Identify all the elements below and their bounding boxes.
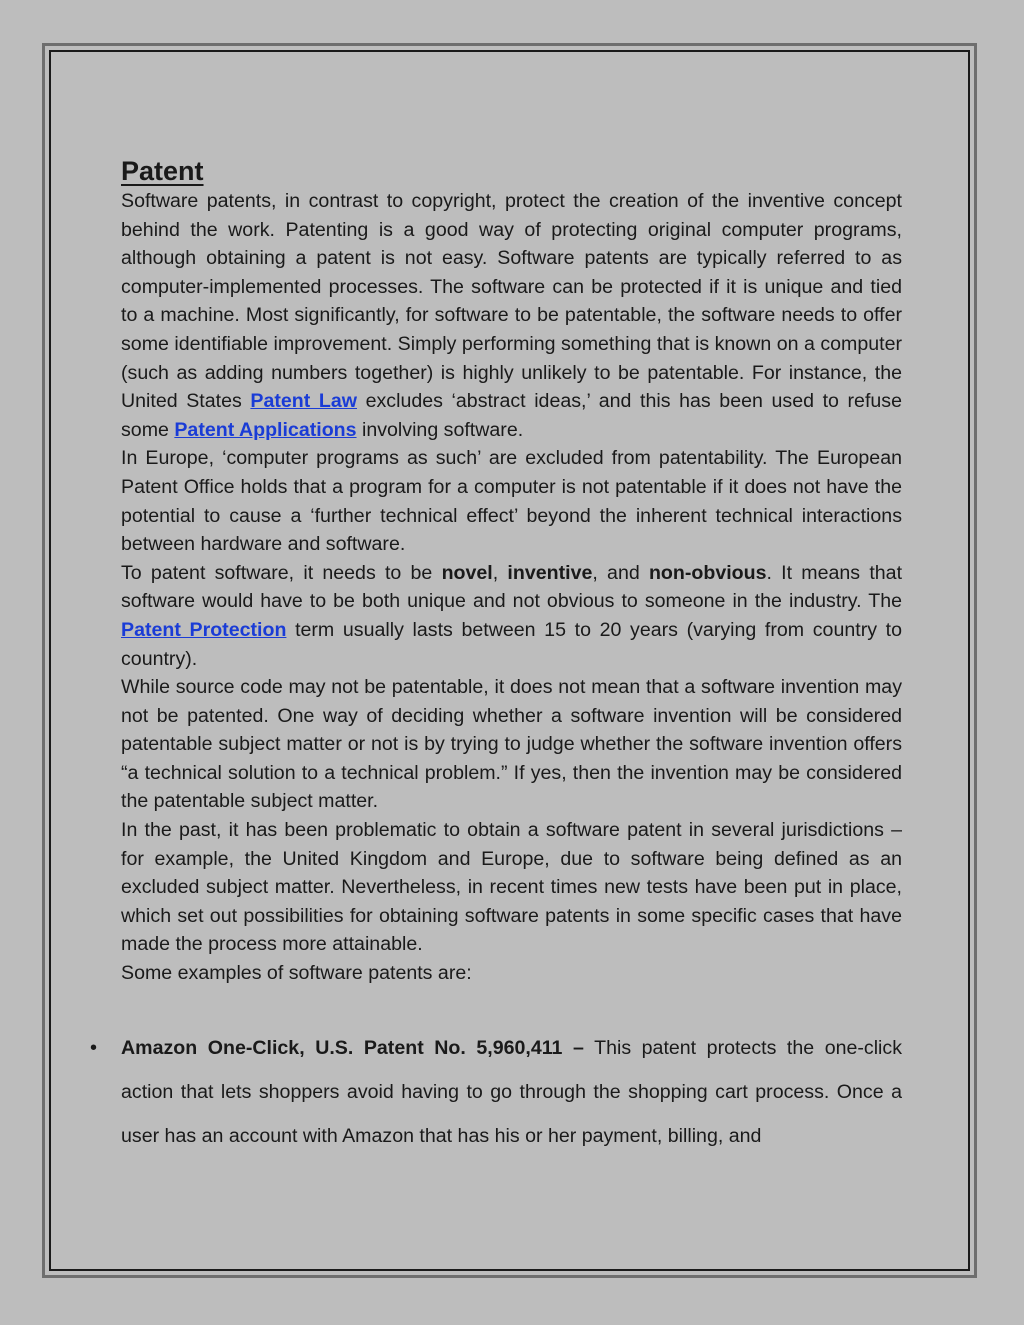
paragraph-source-code: While source code may not be patentable, it does not mean that a software invention may not be patented. One way of deciding whether a software invention will be considered patentable subject matter or not is by trying to judge whether the software invention offers “a technical solution to a technical problem.” If yes, then the invention may be considered the patentable subject matter. — [121, 676, 902, 813]
paragraph-text: . It means that software would have to be both unique and not obvious to someone in the industry. The — [121, 561, 903, 613]
paragraph-software-patents — [121, 187, 902, 444]
patent-law-link[interactable]: Patent Law — [250, 390, 357, 413]
paragraph-text: involving software. — [356, 418, 524, 441]
separator-text: , and — [592, 561, 649, 584]
example-heading: Amazon One-Click, U.S. Patent No. 5,960,411 – — [121, 1036, 584, 1059]
paragraph-text: To patent software, it needs to be — [121, 561, 442, 584]
patent-protection-link[interactable]: Patent Protection — [121, 618, 287, 641]
paragraph-examples-intro: Some examples of software patents are: — [121, 962, 472, 985]
list-item — [90, 1026, 903, 1158]
example-text: This patent protects the one-click action that lets shoppers avoid having to go through the shopping cart process. Once a user has an account with Amazon that has his or her payment, billing, and — [121, 1036, 903, 1147]
paragraph-text: Software patents, in contrast to copyright, protect the creation of the inventive concept behind the work. Patenting is a good way of protecting original computer programs, although obtaining a patent is not easy. Software patents are typically referred to as computer-implemented processes. The software can be protected if it is unique and tied to a machine. Most significantly, for software to be patentable, the software needs to offer some identifiable improvement. Simply performing something that is known on a computer (such as adding numbers together) is highly unlikely to be patentable. For instance, the United States — [121, 190, 902, 413]
examples-list — [90, 1026, 903, 1158]
document-body — [90, 155, 903, 1158]
bullet-icon: • — [90, 1036, 98, 1059]
term-novel: novel — [441, 561, 493, 584]
paragraph-text: excludes ‘abstract ideas,’ and this has been used to refuse some — [121, 390, 902, 441]
separator-text: , — [492, 561, 508, 584]
page-title: Patent — [121, 156, 204, 186]
patent-applications-link[interactable]: Patent Applications — [174, 418, 357, 441]
paragraph-text: term usually lasts between 15 to 20 years (varying from country to country). — [121, 618, 902, 670]
term-non-obvious: non-obvious — [648, 561, 767, 584]
term-inventive: inventive — [507, 561, 593, 584]
paragraph-europe: In Europe, ‘computer programs as such’ are excluded from patentability. The European Patent Office holds that a program for a computer is not patentable if it does not have the potential to cause a ‘further technical effect’ beyond the inherent technical interactions between hardware and software. — [121, 447, 902, 556]
paragraph-requirements — [121, 559, 902, 673]
paragraph-history: In the past, it has been problematic to obtain a software patent in several jurisdictions – for example, the United Kingdom and Europe, due to software being defined as an excluded subject matter. Nevertheless, in recent times new tests have been put in place, which set out possibilities for obtaining software patents in some specific cases that have made the process more attainable. — [121, 819, 902, 956]
